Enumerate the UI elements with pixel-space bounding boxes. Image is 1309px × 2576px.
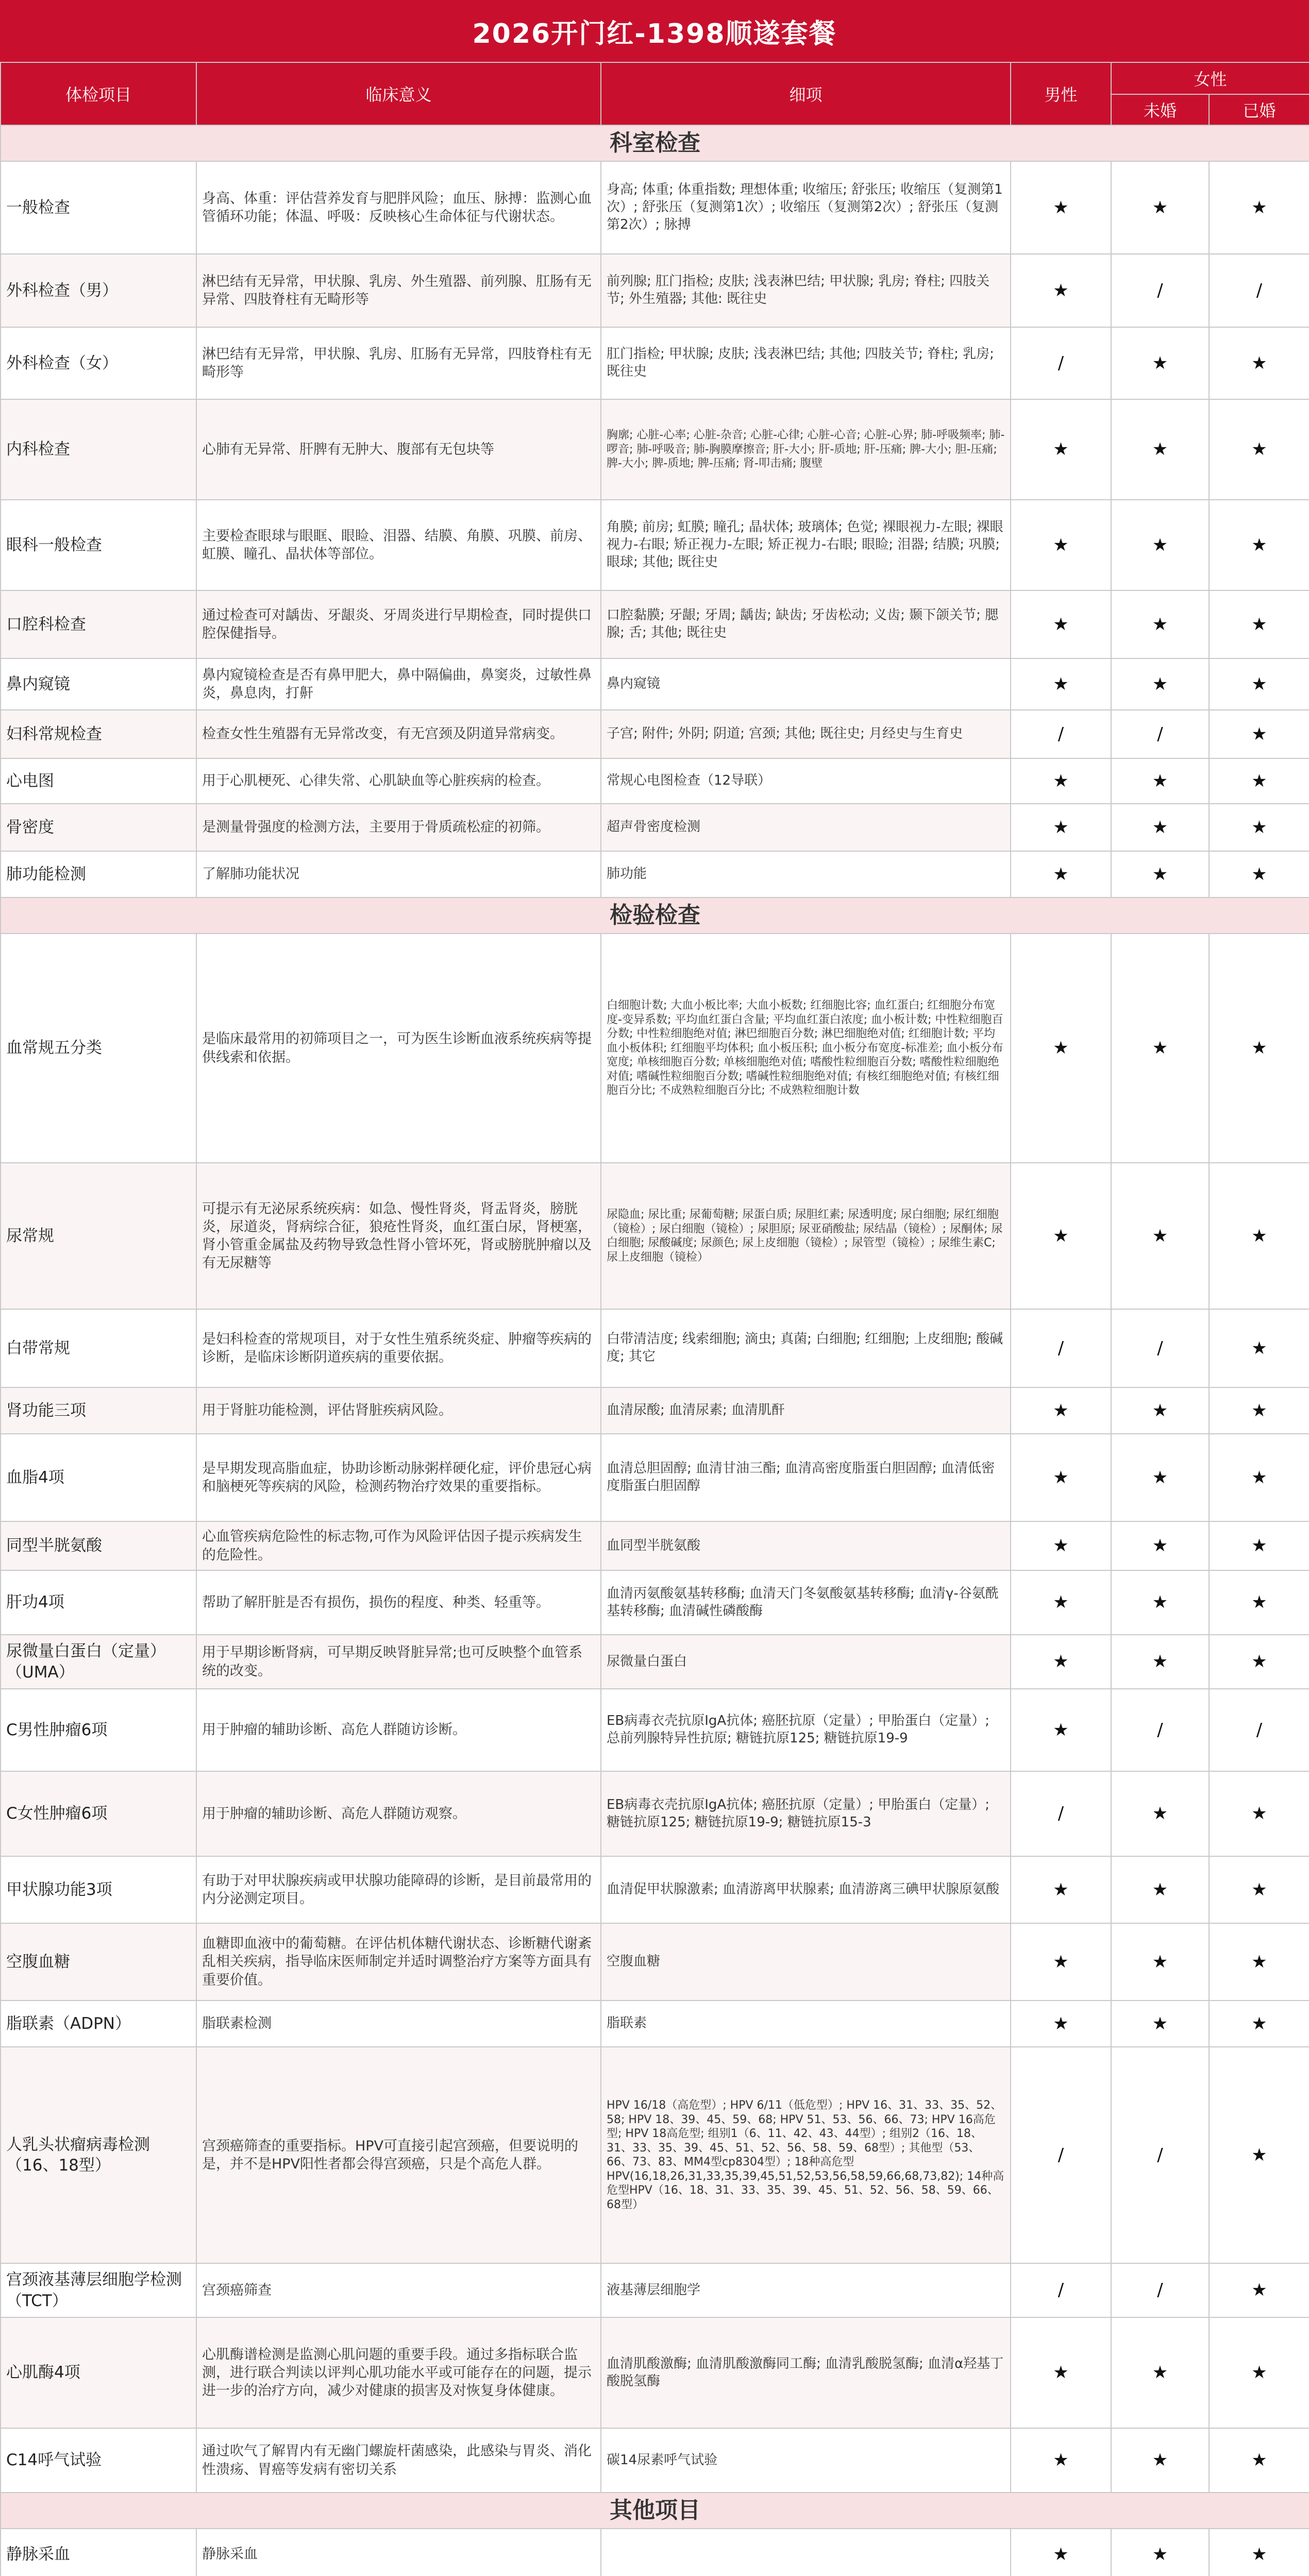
item-meaning: 身高、体重：评估营养发育与肥胖风险；血压、脉搏：监测心血管循环功能；体温、呼吸：反映核心生命体征与代谢状态。 xyxy=(196,161,601,254)
male-mark: ★ xyxy=(1011,758,1111,804)
section-header-row xyxy=(1,2493,1309,2529)
item-detail: 空腹血糖 xyxy=(601,1923,1011,2001)
item-name: 一般检查 xyxy=(1,161,196,254)
unmarried-mark: / xyxy=(1111,1689,1209,1771)
item-detail: 血清丙氨酸氨基转移酶; 血清天门冬氨酸氨基转移酶; 血清γ-谷氨酰基转移酶; 血清碱性磷酸酶 xyxy=(601,1570,1011,1635)
item-meaning: 宫颈癌筛查 xyxy=(196,2263,601,2317)
section-title: 检验检查 xyxy=(1,897,1309,934)
header-married: 已婚 xyxy=(1209,94,1309,125)
married-mark: ★ xyxy=(1209,1163,1309,1309)
table-row xyxy=(1,590,1309,658)
header-unmarried: 未婚 xyxy=(1111,94,1209,125)
item-meaning: 主要检查眼球与眼眶、眼睑、泪器、结膜、角膜、巩膜、前房、虹膜、瞳孔、晶状体等部位。 xyxy=(196,500,601,590)
item-detail: 血清肌酸激酶; 血清肌酸激酶同工酶; 血清乳酸脱氢酶; 血清α羟基丁酸脱氢酶 xyxy=(601,2317,1011,2428)
unmarried-mark: ★ xyxy=(1111,2317,1209,2428)
item-detail: 血清尿酸; 血清尿素; 血清肌酐 xyxy=(601,1387,1011,1434)
page-title: 2026开门红-1398顺遂套餐 xyxy=(0,0,1309,62)
married-mark: ★ xyxy=(1209,658,1309,710)
unmarried-mark: ★ xyxy=(1111,590,1209,658)
item-detail: 血清促甲状腺激素; 血清游离甲状腺素; 血清游离三碘甲状腺原氨酸 xyxy=(601,1856,1011,1923)
section-title: 其他项目 xyxy=(1,2493,1309,2529)
item-meaning: 是早期发现高脂血症，协助诊断动脉粥样硬化症，评价患冠心病和脑梗死等疾病的风险，检测药物治疗效果的重要指标。 xyxy=(196,1434,601,1521)
item-name: 外科检查（男） xyxy=(1,254,196,327)
item-name: 同型半胱氨酸 xyxy=(1,1521,196,1570)
unmarried-mark: / xyxy=(1111,1309,1209,1387)
married-mark: ★ xyxy=(1209,2047,1309,2263)
item-meaning: 有助于对甲状腺疾病或甲状腺功能障碍的诊断，是目前最常用的内分泌测定项目。 xyxy=(196,1856,601,1923)
married-mark: ★ xyxy=(1209,758,1309,804)
table-row xyxy=(1,1309,1309,1387)
item-meaning: 用于早期诊断肾病，可早期反映肾脏异常;也可反映整个血管系统的改变。 xyxy=(196,1635,601,1689)
married-mark: / xyxy=(1209,1689,1309,1771)
item-detail: 身高; 体重; 体重指数; 理想体重; 收缩压; 舒张压; 收缩压（复测第1次）; 舒张压（复测第1次）; 收缩压（复测第2次）; 舒张压（复测第2次）; 脉搏 xyxy=(601,161,1011,254)
male-mark: ★ xyxy=(1011,2428,1111,2493)
married-mark: ★ xyxy=(1209,1923,1309,2001)
married-mark: ★ xyxy=(1209,2263,1309,2317)
item-detail: HPV 16/18（高危型）; HPV 6/11（低危型）; HPV 16、31、33、35、52、58; HPV 18、39、45、59、68; HPV 51、53、56、66、73; HPV 16高危型; HPV 18高危型; 组别1（6、11、42、43、44型）; 组别2（16、18、31、33、35、39、45、51、52、56、58、59、68型）; 其他型（53、66、73、83、MM4型cp8304型）; 18种高危型HPV(16,18,26,31,33,35,39,45,51,52,53,56,58,59,66,68,73,82); 14种高危型HPV（16、18、31、33、35、39、45、51、52、56、58、59、66、68型） xyxy=(601,2047,1011,2263)
item-detail: 鼻内窥镜 xyxy=(601,658,1011,710)
item-meaning: 心肺有无异常、肝脾有无肿大、腹部有无包块等 xyxy=(196,399,601,500)
item-name: 外科检查（女） xyxy=(1,327,196,399)
married-mark: ★ xyxy=(1209,327,1309,399)
item-detail: 血清总胆固醇; 血清甘油三酯; 血清高密度脂蛋白胆固醇; 血清低密度脂蛋白胆固醇 xyxy=(601,1434,1011,1521)
unmarried-mark: ★ xyxy=(1111,1856,1209,1923)
unmarried-mark: ★ xyxy=(1111,1771,1209,1856)
unmarried-mark: ★ xyxy=(1111,1434,1209,1521)
item-name: 白带常规 xyxy=(1,1309,196,1387)
married-mark: ★ xyxy=(1209,2317,1309,2428)
married-mark: ★ xyxy=(1209,1521,1309,1570)
married-mark: ★ xyxy=(1209,710,1309,758)
item-meaning: 可提示有无泌尿系统疾病：如急、慢性肾炎，肾盂肾炎，膀胱炎，尿道炎，肾病综合征，狼疮性肾炎，血红蛋白尿，肾梗塞，肾小管重金属盐及药物导致急性肾小管坏死，肾或膀胱肿瘤以及有无尿糖等 xyxy=(196,1163,601,1309)
male-mark: ★ xyxy=(1011,399,1111,500)
item-name: 内科检查 xyxy=(1,399,196,500)
item-name: 血脂4项 xyxy=(1,1434,196,1521)
item-detail: 尿微量白蛋白 xyxy=(601,1635,1011,1689)
item-name: 静脉采血 xyxy=(1,2529,196,2576)
item-meaning: 了解肺功能状况 xyxy=(196,851,601,897)
item-meaning: 用于肿瘤的辅助诊断、高危人群随访观察。 xyxy=(196,1771,601,1856)
header-detail: 细项 xyxy=(601,62,1011,125)
item-name: 宫颈液基薄层细胞学检测（TCT） xyxy=(1,2263,196,2317)
unmarried-mark: ★ xyxy=(1111,1521,1209,1570)
table-row xyxy=(1,254,1309,327)
table-row xyxy=(1,500,1309,590)
item-name: 口腔科检查 xyxy=(1,590,196,658)
package-table xyxy=(0,62,1309,2576)
table-row xyxy=(1,2047,1309,2263)
married-mark: ★ xyxy=(1209,1434,1309,1521)
male-mark: ★ xyxy=(1011,1689,1111,1771)
table-row xyxy=(1,2529,1309,2576)
married-mark: ★ xyxy=(1209,804,1309,851)
item-detail: 胸廓; 心脏-心率; 心脏-杂音; 心脏-心律; 心脏-心音; 心脏-心界; 肺-呼吸频率; 肺-啰音; 肺-呼吸音; 肺-胸膜摩擦音; 肝-大小; 肝-质地; 肝-压痛; 脾-大小; 胆-压痛; 脾-大小; 脾-质地; 脾-压痛; 肾-叩击痛; 腹壁 xyxy=(601,399,1011,500)
item-detail: 肛门指检; 甲状腺; 皮肤; 浅表淋巴结; 其他; 四肢关节; 脊柱; 乳房; 既往史 xyxy=(601,327,1011,399)
unmarried-mark: / xyxy=(1111,254,1209,327)
item-meaning: 心肌酶谱检测是监测心肌问题的重要手段。通过多指标联合监测，进行联合判读以评判心肌功能水平或可能存在的问题，提示进一步的治疗方向，减少对健康的损害及对恢复身体健康。 xyxy=(196,2317,601,2428)
item-name: 血常规五分类 xyxy=(1,934,196,1163)
item-detail: 尿隐血; 尿比重; 尿葡萄糖; 尿蛋白质; 尿胆红素; 尿透明度; 尿白细胞; 尿红细胞（镜检）; 尿白细胞（镜检）; 尿胆原; 尿亚硝酸盐; 尿结晶（镜检）; 尿酮体; 尿白细胞; 尿酸碱度; 尿颜色; 尿上皮细胞（镜检）; 尿管型（镜检）; 尿维生素C; 尿上皮细胞（镜检） xyxy=(601,1163,1011,1309)
item-detail: 血同型半胱氨酸 xyxy=(601,1521,1011,1570)
header-item: 体检项目 xyxy=(1,62,196,125)
male-mark: / xyxy=(1011,2263,1111,2317)
item-detail: 口腔黏膜; 牙龈; 牙周; 龋齿; 缺齿; 牙齿松动; 义齿; 颞下颌关节; 腮腺; 舌; 其他; 既往史 xyxy=(601,590,1011,658)
table-row xyxy=(1,758,1309,804)
male-mark: ★ xyxy=(1011,1923,1111,2001)
item-meaning: 脂联素检测 xyxy=(196,2001,601,2047)
item-name: 脂联素（ADPN） xyxy=(1,2001,196,2047)
item-detail: 液基薄层细胞学 xyxy=(601,2263,1011,2317)
table-row xyxy=(1,1689,1309,1771)
married-mark: ★ xyxy=(1209,2428,1309,2493)
table-row xyxy=(1,2317,1309,2428)
item-meaning: 帮助了解肝脏是否有损伤，损伤的程度、种类、轻重等。 xyxy=(196,1570,601,1635)
item-name: 空腹血糖 xyxy=(1,1923,196,2001)
unmarried-mark: ★ xyxy=(1111,2428,1209,2493)
male-mark: / xyxy=(1011,710,1111,758)
table-row xyxy=(1,2001,1309,2047)
married-mark: ★ xyxy=(1209,2529,1309,2576)
item-name: 肝功4项 xyxy=(1,1570,196,1635)
married-mark: ★ xyxy=(1209,851,1309,897)
unmarried-mark: ★ xyxy=(1111,1163,1209,1309)
item-meaning: 鼻内窥镜检查是否有鼻甲肥大，鼻中隔偏曲，鼻窦炎，过敏性鼻炎，鼻息肉，打鼾 xyxy=(196,658,601,710)
unmarried-mark: ★ xyxy=(1111,2001,1209,2047)
item-meaning: 淋巴结有无异常，甲状腺、乳房、外生殖器、前列腺、肛肠有无异常、四肢脊柱有无畸形等 xyxy=(196,254,601,327)
unmarried-mark: / xyxy=(1111,2263,1209,2317)
unmarried-mark: ★ xyxy=(1111,851,1209,897)
item-meaning: 通过检查可对龋齿、牙龈炎、牙周炎进行早期检查，同时提供口腔保健指导。 xyxy=(196,590,601,658)
unmarried-mark: ★ xyxy=(1111,1570,1209,1635)
table-row xyxy=(1,934,1309,1163)
item-meaning: 淋巴结有无异常，甲状腺、乳房、肛肠有无异常，四肢脊柱有无畸形等 xyxy=(196,327,601,399)
item-name: 鼻内窥镜 xyxy=(1,658,196,710)
male-mark: ★ xyxy=(1011,804,1111,851)
table-row xyxy=(1,1635,1309,1689)
male-mark: / xyxy=(1011,2047,1111,2263)
item-detail: 前列腺; 肛门指检; 皮肤; 浅表淋巴结; 甲状腺; 乳房; 脊柱; 四肢关节; 外生殖器; 其他: 既往史 xyxy=(601,254,1011,327)
unmarried-mark: ★ xyxy=(1111,758,1209,804)
married-mark: ★ xyxy=(1209,1570,1309,1635)
married-mark: ★ xyxy=(1209,1635,1309,1689)
married-mark: / xyxy=(1209,254,1309,327)
male-mark: / xyxy=(1011,1771,1111,1856)
male-mark: ★ xyxy=(1011,1570,1111,1635)
male-mark: ★ xyxy=(1011,1434,1111,1521)
male-mark: ★ xyxy=(1011,2529,1111,2576)
married-mark: ★ xyxy=(1209,590,1309,658)
item-detail: 超声骨密度检测 xyxy=(601,804,1011,851)
item-meaning: 血糖即血液中的葡萄糖。在评估机体糖代谢状态、诊断糖代谢紊乱相关疾病，指导临床医师制定并适时调整治疗方案等方面具有重要价值。 xyxy=(196,1923,601,2001)
table-row xyxy=(1,1521,1309,1570)
married-mark: ★ xyxy=(1209,399,1309,500)
table-row xyxy=(1,1771,1309,1856)
table-row xyxy=(1,658,1309,710)
unmarried-mark: ★ xyxy=(1111,2529,1209,2576)
item-detail: 子宫; 附件; 外阴; 阴道; 宫颈; 其他; 既往史; 月经史与生育史 xyxy=(601,710,1011,758)
table-row xyxy=(1,710,1309,758)
section-header-row xyxy=(1,125,1309,161)
item-name: 尿常规 xyxy=(1,1163,196,1309)
male-mark: / xyxy=(1011,327,1111,399)
item-name: C男性肿瘤6项 xyxy=(1,1689,196,1771)
table-row xyxy=(1,399,1309,500)
male-mark: ★ xyxy=(1011,2317,1111,2428)
male-mark: ★ xyxy=(1011,934,1111,1163)
unmarried-mark: ★ xyxy=(1111,500,1209,590)
unmarried-mark: ★ xyxy=(1111,1635,1209,1689)
unmarried-mark: ★ xyxy=(1111,934,1209,1163)
male-mark: ★ xyxy=(1011,500,1111,590)
male-mark: ★ xyxy=(1011,1521,1111,1570)
male-mark: ★ xyxy=(1011,658,1111,710)
male-mark: / xyxy=(1011,1309,1111,1387)
male-mark: ★ xyxy=(1011,2001,1111,2047)
male-mark: ★ xyxy=(1011,851,1111,897)
male-mark: ★ xyxy=(1011,1163,1111,1309)
married-mark: ★ xyxy=(1209,934,1309,1163)
male-mark: ★ xyxy=(1011,1387,1111,1434)
item-name: 骨密度 xyxy=(1,804,196,851)
header-male: 男性 xyxy=(1011,62,1111,125)
unmarried-mark: ★ xyxy=(1111,327,1209,399)
unmarried-mark: ★ xyxy=(1111,1923,1209,2001)
table-row xyxy=(1,161,1309,254)
item-meaning: 静脉采血 xyxy=(196,2529,601,2576)
table-row xyxy=(1,1163,1309,1309)
married-mark: ★ xyxy=(1209,1771,1309,1856)
item-detail: EB病毒衣壳抗原IgA抗体; 癌胚抗原（定量）; 甲胎蛋白（定量）; 糖链抗原125; 糖链抗原19-9; 糖链抗原15-3 xyxy=(601,1771,1011,1856)
item-name: 眼科一般检查 xyxy=(1,500,196,590)
item-detail: 白带清洁度; 线索细胞; 滴虫; 真菌; 白细胞; 红细胞; 上皮细胞; 酸碱度; 其它 xyxy=(601,1309,1011,1387)
table-row xyxy=(1,2263,1309,2317)
married-mark: ★ xyxy=(1209,2001,1309,2047)
item-meaning: 是临床最常用的初筛项目之一，可为医生诊断血液系统疾病等提供线索和依据。 xyxy=(196,934,601,1163)
table-row xyxy=(1,1570,1309,1635)
item-detail: 白细胞计数; 大血小板比率; 大血小板数; 红细胞比容; 血红蛋白; 红细胞分布宽度-变异系数; 平均血红蛋白含量; 平均血红蛋白浓度; 血小板计数; 中性粒细胞百分数; 中性粒细胞绝对值; 淋巴细胞百分数; 淋巴细胞绝对值; 红细胞计数; 平均血小板体积; 红细胞平均体积; 血小板压积; 血小板分布宽度-标准差; 血小板分布宽度; 单核细胞百分数; 单核细胞绝对值; 嗜酸性粒细胞百分数; 嗜酸性粒细胞绝对值; 嗜碱性粒细胞百分数; 嗜碱性粒细胞绝对值; 有核红细胞绝对值; 有核红细胞百分比; 不成熟粒细胞百分比; 不成熟粒细胞计数 xyxy=(601,934,1011,1163)
table-row xyxy=(1,327,1309,399)
item-meaning: 宫颈癌筛查的重要指标。HPV可直接引起宫颈癌，但要说明的是，并不是HPV阳性者都会得宫颈癌，只是个高危人群。 xyxy=(196,2047,601,2263)
table-row xyxy=(1,1387,1309,1434)
item-name: 肾功能三项 xyxy=(1,1387,196,1434)
table-row xyxy=(1,1856,1309,1923)
married-mark: ★ xyxy=(1209,1309,1309,1387)
unmarried-mark: ★ xyxy=(1111,658,1209,710)
married-mark: ★ xyxy=(1209,161,1309,254)
male-mark: ★ xyxy=(1011,1635,1111,1689)
table-row xyxy=(1,1434,1309,1521)
male-mark: ★ xyxy=(1011,1856,1111,1923)
header-female: 女性 xyxy=(1111,62,1309,94)
item-meaning: 心血管疾病危险性的标志物,可作为风险评估因子提示疾病发生的危险性。 xyxy=(196,1521,601,1570)
section-title: 科室检查 xyxy=(1,125,1309,161)
male-mark: ★ xyxy=(1011,254,1111,327)
item-name: C14呼气试验 xyxy=(1,2428,196,2493)
item-meaning: 用于肿瘤的辅助诊断、高危人群随访诊断。 xyxy=(196,1689,601,1771)
table-row xyxy=(1,2428,1309,2493)
item-name: 人乳头状瘤病毒检测（16、18型） xyxy=(1,2047,196,2263)
item-detail: 脂联素 xyxy=(601,2001,1011,2047)
item-name: 妇科常规检查 xyxy=(1,710,196,758)
item-name: 甲状腺功能3项 xyxy=(1,1856,196,1923)
unmarried-mark: / xyxy=(1111,710,1209,758)
item-name: 心肌酶4项 xyxy=(1,2317,196,2428)
table-row xyxy=(1,1923,1309,2001)
married-mark: ★ xyxy=(1209,1856,1309,1923)
table-row xyxy=(1,851,1309,897)
item-name: C女性肿瘤6项 xyxy=(1,1771,196,1856)
item-meaning: 用于心肌梗死、心律失常、心肌缺血等心脏疾病的检查。 xyxy=(196,758,601,804)
item-meaning: 用于肾脏功能检测，评估肾脏疾病风险。 xyxy=(196,1387,601,1434)
item-name: 尿微量白蛋白（定量）（UMA） xyxy=(1,1635,196,1689)
married-mark: ★ xyxy=(1209,1387,1309,1434)
header-meaning: 临床意义 xyxy=(196,62,601,125)
item-detail: 肺功能 xyxy=(601,851,1011,897)
item-name: 心电图 xyxy=(1,758,196,804)
male-mark: ★ xyxy=(1011,590,1111,658)
item-detail: 常规心电图检查（12导联） xyxy=(601,758,1011,804)
unmarried-mark: ★ xyxy=(1111,399,1209,500)
item-detail: 碳14尿素呼气试验 xyxy=(601,2428,1011,2493)
unmarried-mark: ★ xyxy=(1111,161,1209,254)
item-detail xyxy=(601,2529,1011,2576)
table-row xyxy=(1,804,1309,851)
unmarried-mark: ★ xyxy=(1111,1387,1209,1434)
item-detail: 角膜; 前房; 虹膜; 瞳孔; 晶状体; 玻璃体; 色觉; 裸眼视力-左眼; 裸眼视力-右眼; 矫正视力-左眼; 矫正视力-右眼; 眼睑; 泪器; 结膜; 巩膜; 眼球; 其他; 既往史 xyxy=(601,500,1011,590)
item-meaning: 是测量骨强度的检测方法，主要用于骨质疏松症的初筛。 xyxy=(196,804,601,851)
item-meaning: 是妇科检查的常规项目，对于女性生殖系统炎症、肿瘤等疾病的诊断，是临床诊断阴道疾病的重要依据。 xyxy=(196,1309,601,1387)
married-mark: ★ xyxy=(1209,500,1309,590)
item-meaning: 检查女性生殖器有无异常改变，有无宫颈及阴道异常病变。 xyxy=(196,710,601,758)
item-detail: EB病毒衣壳抗原IgA抗体; 癌胚抗原（定量）; 甲胎蛋白（定量）; 总前列腺特异性抗原; 糖链抗原125; 糖链抗原19-9 xyxy=(601,1689,1011,1771)
item-name: 肺功能检测 xyxy=(1,851,196,897)
unmarried-mark: ★ xyxy=(1111,804,1209,851)
section-header-row xyxy=(1,897,1309,934)
male-mark: ★ xyxy=(1011,161,1111,254)
unmarried-mark: / xyxy=(1111,2047,1209,2263)
item-meaning: 通过吹气了解胃内有无幽门螺旋杆菌感染，此感染与胃炎、消化性溃疡、胃癌等发病有密切关系 xyxy=(196,2428,601,2493)
